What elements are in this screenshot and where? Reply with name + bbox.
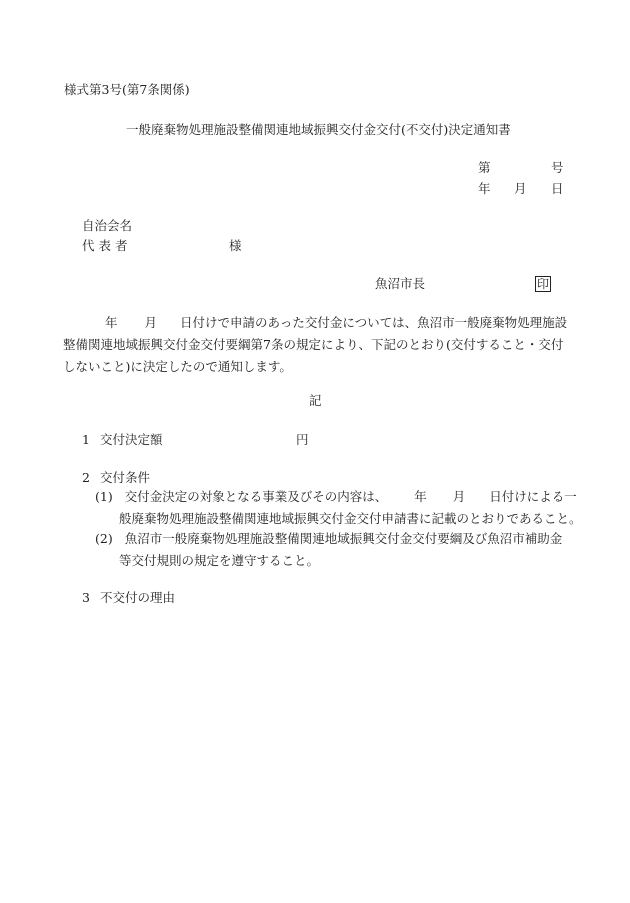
item-1-unit: 円 [296,432,309,447]
item-1-num: 1 [82,432,90,447]
issue-date [478,181,564,197]
issuer-name: 魚沼市長 [375,276,426,291]
body-line-2: 整備関連地域振興交付金交付要綱第7条の規定により、下記のとおり(交付すること・交付 [63,337,564,352]
body-line-1-text: 日付けで申請のあった交付金については、魚沼市一般廃棄物処理施設 [180,315,568,330]
rep-label: 代 表 者 [82,238,128,253]
seal-mark: 印 [537,277,550,291]
item-3-num: 3 [82,590,90,605]
condition-2 [95,528,562,572]
item-2 [82,470,151,486]
document-title: 一般廃棄物処理施設整備関連地域振興交付金交付(不交付)決定通知書 [126,122,511,137]
date-month: 月 [514,181,527,196]
date-year: 年 [478,181,491,196]
condition-2-text: 魚沼市一般廃棄物処理施設整備関連地域振興交付金交付要綱及び魚沼市補助金 [124,531,563,546]
document-number [478,160,564,176]
condition-1-line-2: 般廃棄物処理施設整備関連地域振興交付金交付申請書に記載のとおりであること。 [119,511,582,526]
condition-2-line-1 [95,528,562,550]
item-3-label: 不交付の理由 [100,590,176,605]
condition-2-line-2: 等交付規則の規定を遵守すること。 [119,553,320,568]
form-label: 様式第3号(第7条関係) [64,82,190,97]
condition-1 [95,486,582,530]
doc-number-prefix: 第 [478,160,491,175]
item-3 [82,590,176,606]
condition-1-line-1 [95,486,582,508]
recipient-rep [82,238,242,254]
body-month: 月 [144,315,158,330]
honorific: 様 [229,238,242,253]
item-2-label: 交付条件 [100,470,151,485]
body-year: 年 [105,315,118,330]
condition-2-num: (2) [95,531,113,546]
issuer [375,276,550,292]
condition-1-num: (1) [95,489,113,504]
condition-1-month: 月 [452,489,466,504]
body-line-3: しないこと)に決定したので通知します。 [63,359,292,374]
item-1 [82,432,309,448]
item-1-label: 交付決定額 [100,432,163,447]
item-2-num: 2 [82,470,90,485]
doc-number-suffix: 号 [551,160,564,175]
date-day: 日 [551,181,564,196]
recipient-org: 自治会名 [82,218,133,233]
condition-1-text-b: 日付けによる一 [489,489,577,504]
body-line-1 [63,312,568,334]
condition-1-year: 年 [414,489,427,504]
body-paragraph [63,312,568,378]
ki-heading: 記 [309,393,322,408]
condition-1-text-a: 交付金決定の対象となる事業及びその内容は、 [124,489,388,504]
